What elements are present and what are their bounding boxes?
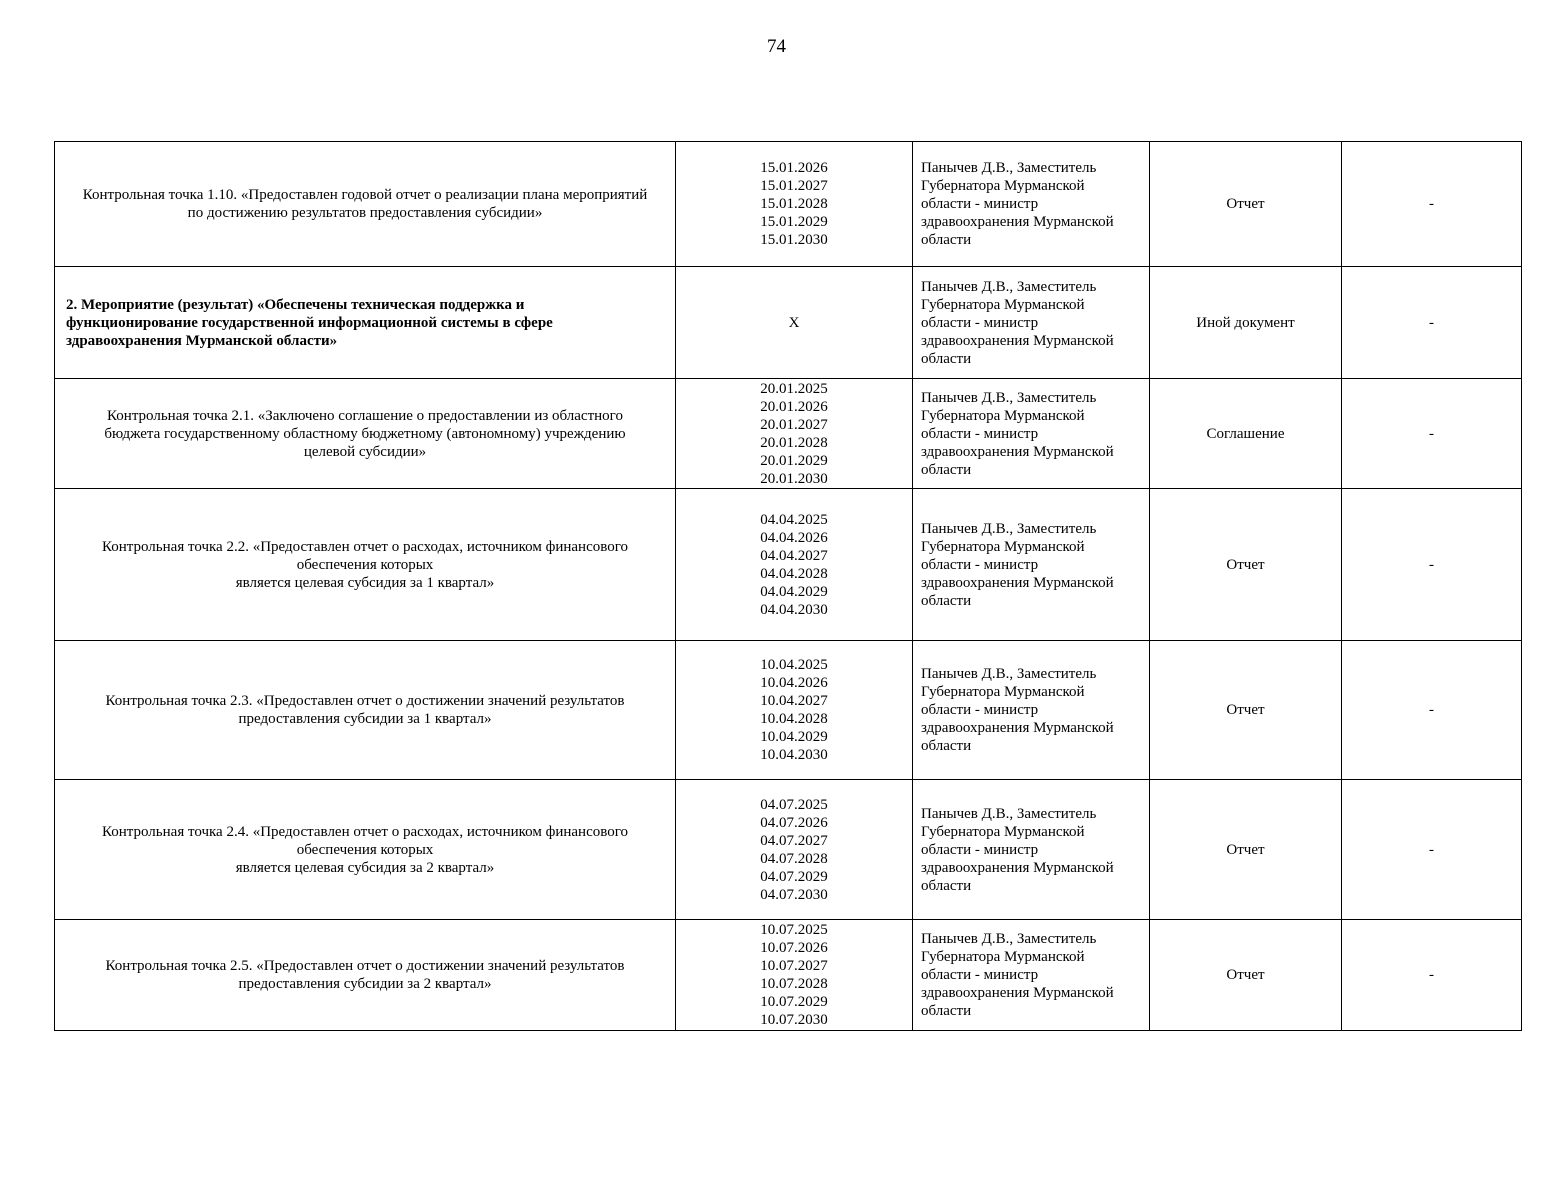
text-line: Губернатора Мурманской <box>921 178 1085 194</box>
cell-note: - <box>1342 489 1522 641</box>
text-line: 10.04.2029 <box>760 729 828 745</box>
cell-document-type: Иной документ <box>1150 267 1342 379</box>
text-line: 20.01.2025 <box>760 380 828 397</box>
cell-activity-name <box>55 267 676 379</box>
text-line: обеспечения которых <box>296 556 434 573</box>
cell-activity-name <box>55 379 676 489</box>
text-line: Панычев Д.В., Заместитель <box>921 389 1097 406</box>
text-line: 04.07.2028 <box>760 850 828 867</box>
cell-document-type: Отчет <box>1150 142 1342 267</box>
page-number: 74 <box>767 36 786 57</box>
text-line: бюджета государственному областному бюджетному (автономному) учреждению <box>104 425 626 442</box>
text-line: по достижению результатов предоставления субсидии» <box>187 205 543 221</box>
cell-note: - <box>1342 780 1522 920</box>
text-line: Панычев Д.В., Заместитель <box>921 805 1097 822</box>
cell-responsible <box>913 489 1150 641</box>
cell-activity-name <box>55 142 676 267</box>
text-line: 04.04.2030 <box>760 601 828 618</box>
table-row <box>55 489 1522 641</box>
text-line: 15.01.2026 <box>760 160 828 176</box>
cell-document-type: Отчет <box>1150 641 1342 780</box>
text-line: 10.07.2027 <box>760 958 828 974</box>
text-line: Губернатора Мурманской <box>921 823 1085 840</box>
text-line: области <box>921 592 972 609</box>
text-line: 04.04.2026 <box>760 529 828 546</box>
cell-responsible <box>913 780 1150 920</box>
text-line: области <box>921 877 972 894</box>
text-line: здравоохранения Мурманской <box>921 985 1114 1001</box>
cell-activity-name <box>55 489 676 641</box>
text-line: 04.07.2030 <box>760 886 828 903</box>
text-line: Контрольная точка 2.1. «Заключено соглашение о предоставлении из областного <box>107 407 623 424</box>
text-line: Панычев Д.В., Заместитель <box>921 278 1097 295</box>
text-line: области <box>921 461 972 478</box>
text-line: Губернатора Мурманской <box>921 538 1085 555</box>
table-body <box>55 142 1522 1031</box>
text-line: 15.01.2030 <box>760 232 828 248</box>
text-line: 10.04.2028 <box>760 711 828 727</box>
text-line: 15.01.2027 <box>760 178 828 194</box>
text-line: области - министр <box>921 556 1039 573</box>
text-line: 04.04.2025 <box>760 511 828 528</box>
text-line: области - министр <box>921 196 1039 212</box>
text-line: здравоохранения Мурманской <box>921 332 1114 349</box>
text-line: области <box>921 350 972 367</box>
text-line: 20.01.2030 <box>760 470 828 487</box>
text-line: области - министр <box>921 841 1039 858</box>
text-line: Контрольная точка 1.10. «Предоставлен годовой отчет о реализации плана мероприятий <box>82 187 648 203</box>
text-line: 20.01.2028 <box>760 434 828 451</box>
text-line: Контрольная точка 2.3. «Предоставлен отчет о достижении значений результатов <box>105 693 625 709</box>
cell-deadlines <box>676 641 913 780</box>
text-line: 15.01.2028 <box>760 196 828 212</box>
table-row <box>55 267 1522 379</box>
text-line: 10.07.2025 <box>760 922 828 938</box>
text-line: здравоохранения Мурманской <box>921 720 1114 736</box>
cell-note: - <box>1342 267 1522 379</box>
cell-document-type: Отчет <box>1150 489 1342 641</box>
text-line: 20.01.2027 <box>760 416 828 433</box>
text-line: здравоохранения Мурманской области» <box>66 332 338 349</box>
text-line: области - министр <box>921 425 1039 442</box>
text-line: Панычев Д.В., Заместитель <box>921 931 1097 947</box>
cell-deadlines <box>676 780 913 920</box>
text-line: 10.07.2030 <box>760 1012 828 1028</box>
text-line: предоставления субсидии за 1 квартал» <box>238 711 492 727</box>
cell-deadlines <box>676 920 913 1031</box>
text-line: Губернатора Мурманской <box>921 296 1085 313</box>
text-line: является целевая субсидия за 2 квартал» <box>235 859 495 876</box>
text-line: 10.04.2027 <box>760 693 828 709</box>
text-line: области - министр <box>921 967 1039 983</box>
text-line: 2. Мероприятие (результат) «Обеспечены техническая поддержка и <box>66 296 525 313</box>
text-line: области <box>921 232 972 248</box>
table-row <box>55 641 1522 780</box>
text-line: 10.04.2026 <box>760 675 828 691</box>
text-line: 04.04.2029 <box>760 583 828 600</box>
table-row <box>55 920 1522 1031</box>
text-line: области <box>921 738 972 754</box>
text-line: 20.01.2029 <box>760 452 828 469</box>
text-line: функционирование государственной информационной системы в сфере <box>66 314 553 331</box>
text-line: здравоохранения Мурманской <box>921 443 1114 460</box>
text-line: 04.07.2029 <box>760 868 828 885</box>
table-row <box>55 142 1522 267</box>
cell-responsible <box>913 267 1150 379</box>
text-line: Губернатора Мурманской <box>921 949 1085 965</box>
cell-deadlines <box>676 489 913 641</box>
cell-note: - <box>1342 379 1522 489</box>
cell-document-type: Отчет <box>1150 780 1342 920</box>
text-line: 04.04.2028 <box>760 565 828 582</box>
cell-responsible <box>913 142 1150 267</box>
text-line: является целевая субсидия за 1 квартал» <box>235 574 495 591</box>
cell-note: - <box>1342 142 1522 267</box>
text-line: Контрольная точка 2.5. «Предоставлен отчет о достижении значений результатов <box>105 958 625 974</box>
cell-responsible <box>913 379 1150 489</box>
text-line: обеспечения которых <box>296 841 434 858</box>
text-line: здравоохранения Мурманской <box>921 574 1114 591</box>
cell-note: - <box>1342 641 1522 780</box>
text-line: 04.07.2027 <box>760 832 828 849</box>
cell-activity-name <box>55 641 676 780</box>
text-line: 10.04.2030 <box>760 747 828 763</box>
text-line: здравоохранения Мурманской <box>921 859 1114 876</box>
cell-responsible <box>913 641 1150 780</box>
text-line: Панычев Д.В., Заместитель <box>921 666 1097 682</box>
cell-activity-name <box>55 780 676 920</box>
text-line: Контрольная точка 2.2. «Предоставлен отчет о расходах, источником финансового <box>101 538 628 555</box>
text-line: Панычев Д.В., Заместитель <box>921 520 1097 537</box>
text-line: 04.07.2026 <box>760 814 828 831</box>
text-line: 10.07.2026 <box>760 940 828 956</box>
cell-responsible <box>913 920 1150 1031</box>
text-line: Губернатора Мурманской <box>921 684 1085 700</box>
cell-document-type: Соглашение <box>1150 379 1342 489</box>
control-points-table <box>54 141 1522 1031</box>
text-line: Губернатора Мурманской <box>921 407 1085 424</box>
text-line: 10.07.2029 <box>760 994 828 1010</box>
text-line: области - министр <box>921 314 1039 331</box>
text-line: 15.01.2029 <box>760 214 828 230</box>
text-line: области <box>921 1003 972 1019</box>
text-line: 04.07.2025 <box>760 796 828 813</box>
text-line: X <box>788 314 800 331</box>
text-line: 04.04.2027 <box>760 547 828 564</box>
cell-document-type: Отчет <box>1150 920 1342 1031</box>
text-line: 10.04.2025 <box>760 657 828 673</box>
cell-deadlines <box>676 379 913 489</box>
text-line: 20.01.2026 <box>760 398 828 415</box>
table-row <box>55 379 1522 489</box>
cell-note: - <box>1342 920 1522 1031</box>
text-line: предоставления субсидии за 2 квартал» <box>238 976 492 992</box>
text-line: целевой субсидии» <box>303 443 427 460</box>
cell-deadlines <box>676 142 913 267</box>
text-line: области - министр <box>921 702 1039 718</box>
text-line: Панычев Д.В., Заместитель <box>921 160 1097 176</box>
text-line: Контрольная точка 2.4. «Предоставлен отчет о расходах, источником финансового <box>101 823 628 840</box>
table-row <box>55 780 1522 920</box>
cell-deadlines <box>676 267 913 379</box>
cell-activity-name <box>55 920 676 1031</box>
text-line: здравоохранения Мурманской <box>921 214 1114 230</box>
text-line: 10.07.2028 <box>760 976 828 992</box>
